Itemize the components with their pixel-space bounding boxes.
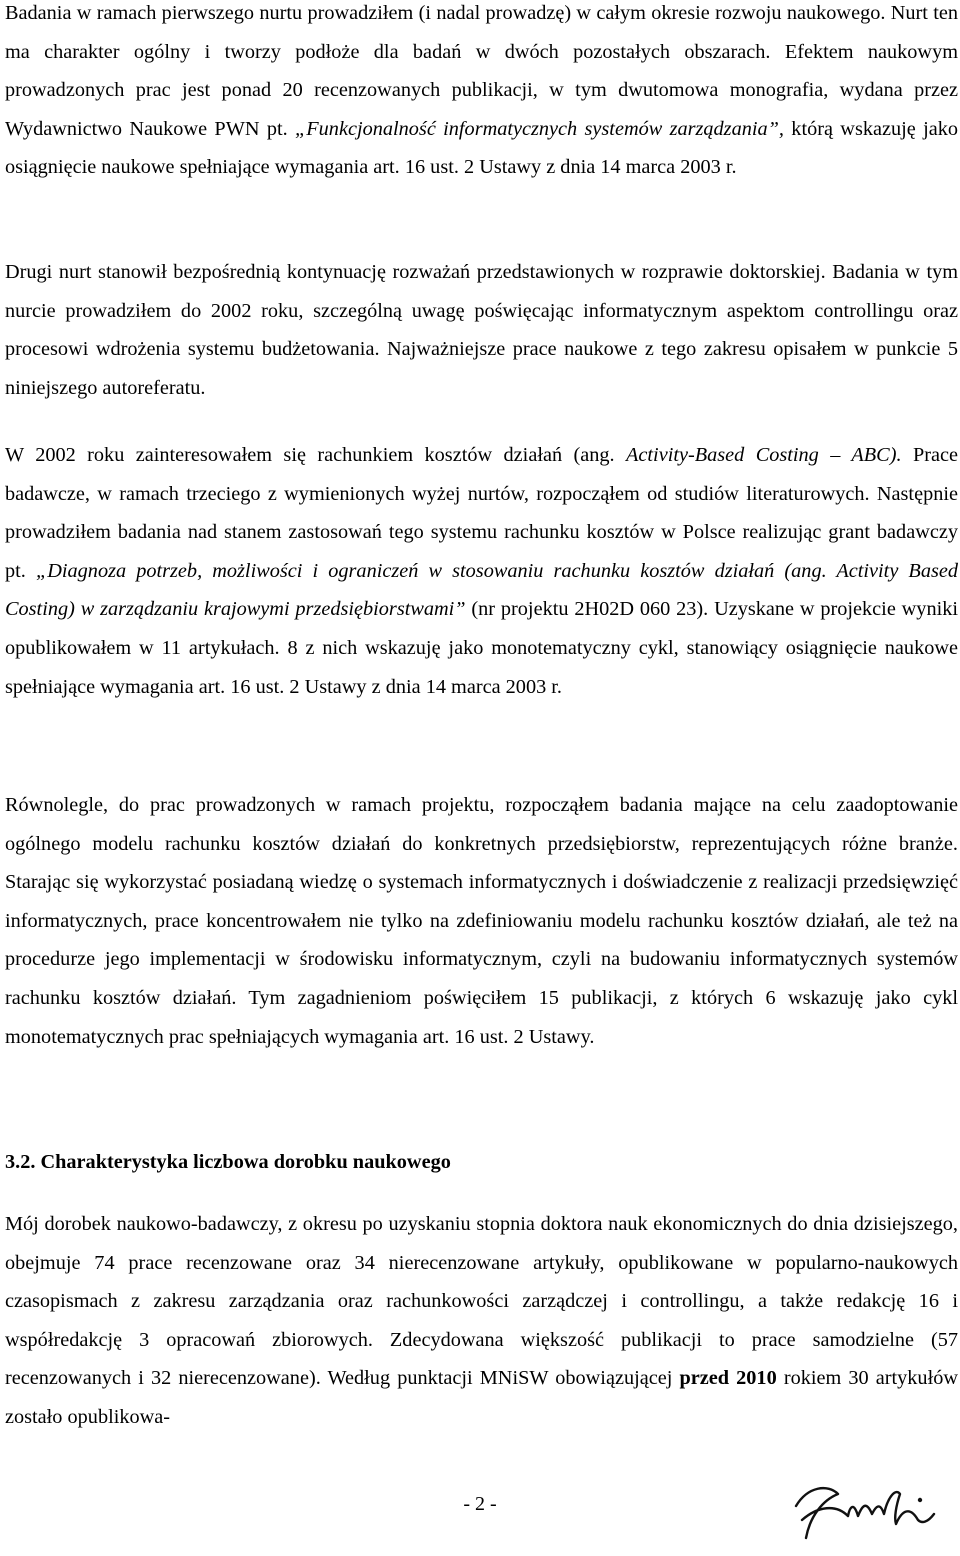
paragraph-3-text-a: W 2002 roku zainteresowałem się rachunkiem kosztów działań (ang. — [5, 444, 627, 466]
paragraph-1-text-b: którą wskazuję jako osiągnięcie naukowe spełniające wymagania art. 16 ust. 2 Ustawy z dnia 14 marca 2003 r. — [5, 117, 959, 179]
paragraph-research-stream-2 — [5, 253, 958, 407]
abc-term: Activity-Based Costing – ABC). — [626, 444, 902, 466]
paragraph-research-stream-1 — [5, 0, 958, 187]
paragraph-parallel-research — [5, 786, 958, 1056]
paragraph-5-text-b: rokiem 30 artykułów zostało opublikowa- — [5, 1367, 958, 1428]
paragraph-3-text-b: Prace badawcze, w ramach trzeciego z wymienionych wyżej nurtów, rozpocząłem od studiów literaturowych. Następnie prowadziłem badania nad stanem zastosowań tego systemu rachunku kosztów w Polsce realizując grant badawczy pt. — [5, 444, 958, 582]
page-number: - 2 - — [463, 1493, 497, 1515]
paragraph-research-stream-3 — [5, 436, 958, 706]
paragraph-3-text-c: (nr projektu 2H02D 060 23). Uzyskane w projekcie wyniki opublikowałem w 11 artykułach. 8 z nich wskazuję jako monotematyczny cykl, stanowiący osiągnięcie naukowe spełniające wymagania art. 16 ust. 2 Ustawy z dnia 14 marca 2003 r. — [5, 598, 958, 698]
monograph-title: „Funkcjonalność informatycznych systemów zarządzania”, — [295, 117, 784, 140]
paragraph-1-text-a: Badania w ramach pierwszego nurtu prowadziłem (i nadal prowadzę) w całym okresie rozwoju naukowego. Nurt ten ma charakter ogólny i tworzy podłoże dla badań w dwóch pozostałych obszarach. Efektem naukowym prowadzonych prac jest ponad 20 recenzowanych publikacji, w tym dwutomowa monografia, wydana przez Wydawnictwo Naukowe PWN pt. — [5, 2, 958, 140]
grant-title: „Diagnoza potrzeb, możliwości i ograniczeń w stosowaniu rachunku kosztów działań (ang. Activity Based Costing) w zarządzaniu krajowymi przedsiębiorstwami” — [5, 559, 958, 621]
paragraph-5-bold: przed 2010 — [679, 1367, 777, 1390]
paragraph-5-text-a: Mój dorobek naukowo-badawczy, z okresu po uzyskaniu stopnia doktora nauk ekonomicznych do dnia dzisiejszego, obejmuje 74 prace recenzowane oraz 34 nierecenzowane artykuły, opublikowane w popularno-naukowych czasopismach z zakresu zarządzania oraz rachunkowości zarządczej i controllingu, a także redakcję 16 i współredakcję 3 opracowań zbiorowych. Zdecydowana większość publikacji to prace samodzielne (57 recenzowanych i 32 nierecenzowane). Według punktacji MNiSW obowiązującej — [5, 1213, 958, 1390]
section-heading: 3.2. Charakterystyka liczbowa dorobku naukowego — [5, 1151, 451, 1173]
paragraph-4-text: Równolegle, do prac prowadzonych w ramach projektu, rozpocząłem badania mające na celu zaadoptowanie ogólnego modelu rachunku kosztów działań do konkretnych przedsiębiorstw, reprezentujących różne branże. Starając się wykorzystać posiadaną wiedzę o systemach informatycznych i doświadczenie z realizacji przedsięwzięć informatycznych, prace koncentrowałem nie tylko na zdefiniowaniu modelu rachunku kosztów działań, ale też na procedurze jego implementacji w środowisku informatycznym, czyli na budowaniu informatycznych systemów rachunku kosztów działań. Tym zagadnieniom poświęciłem 15 publikacji, z których 6 wskazuję jako cykl monotematycznych prac spełniających wymagania art. 16 ust. 2 Ustawy. — [5, 794, 958, 1048]
paragraph-publication-stats — [5, 1205, 958, 1437]
paragraph-2-text: Drugi nurt stanowił bezpośrednią kontynuację rozważań przedstawionych w rozprawie doktorskiej. Badania w tym nurcie prowadziłem do 2002 roku, szczególną uwagę poświęcając informatycznym aspektom controllingu oraz procesowi wdrożenia systemu budżetowania. Najważniejsze prace naukowe z tego zakresu opisałem w punkcie 5 niniejszego autoreferatu. — [5, 261, 958, 399]
handwritten-signature — [788, 1476, 948, 1546]
